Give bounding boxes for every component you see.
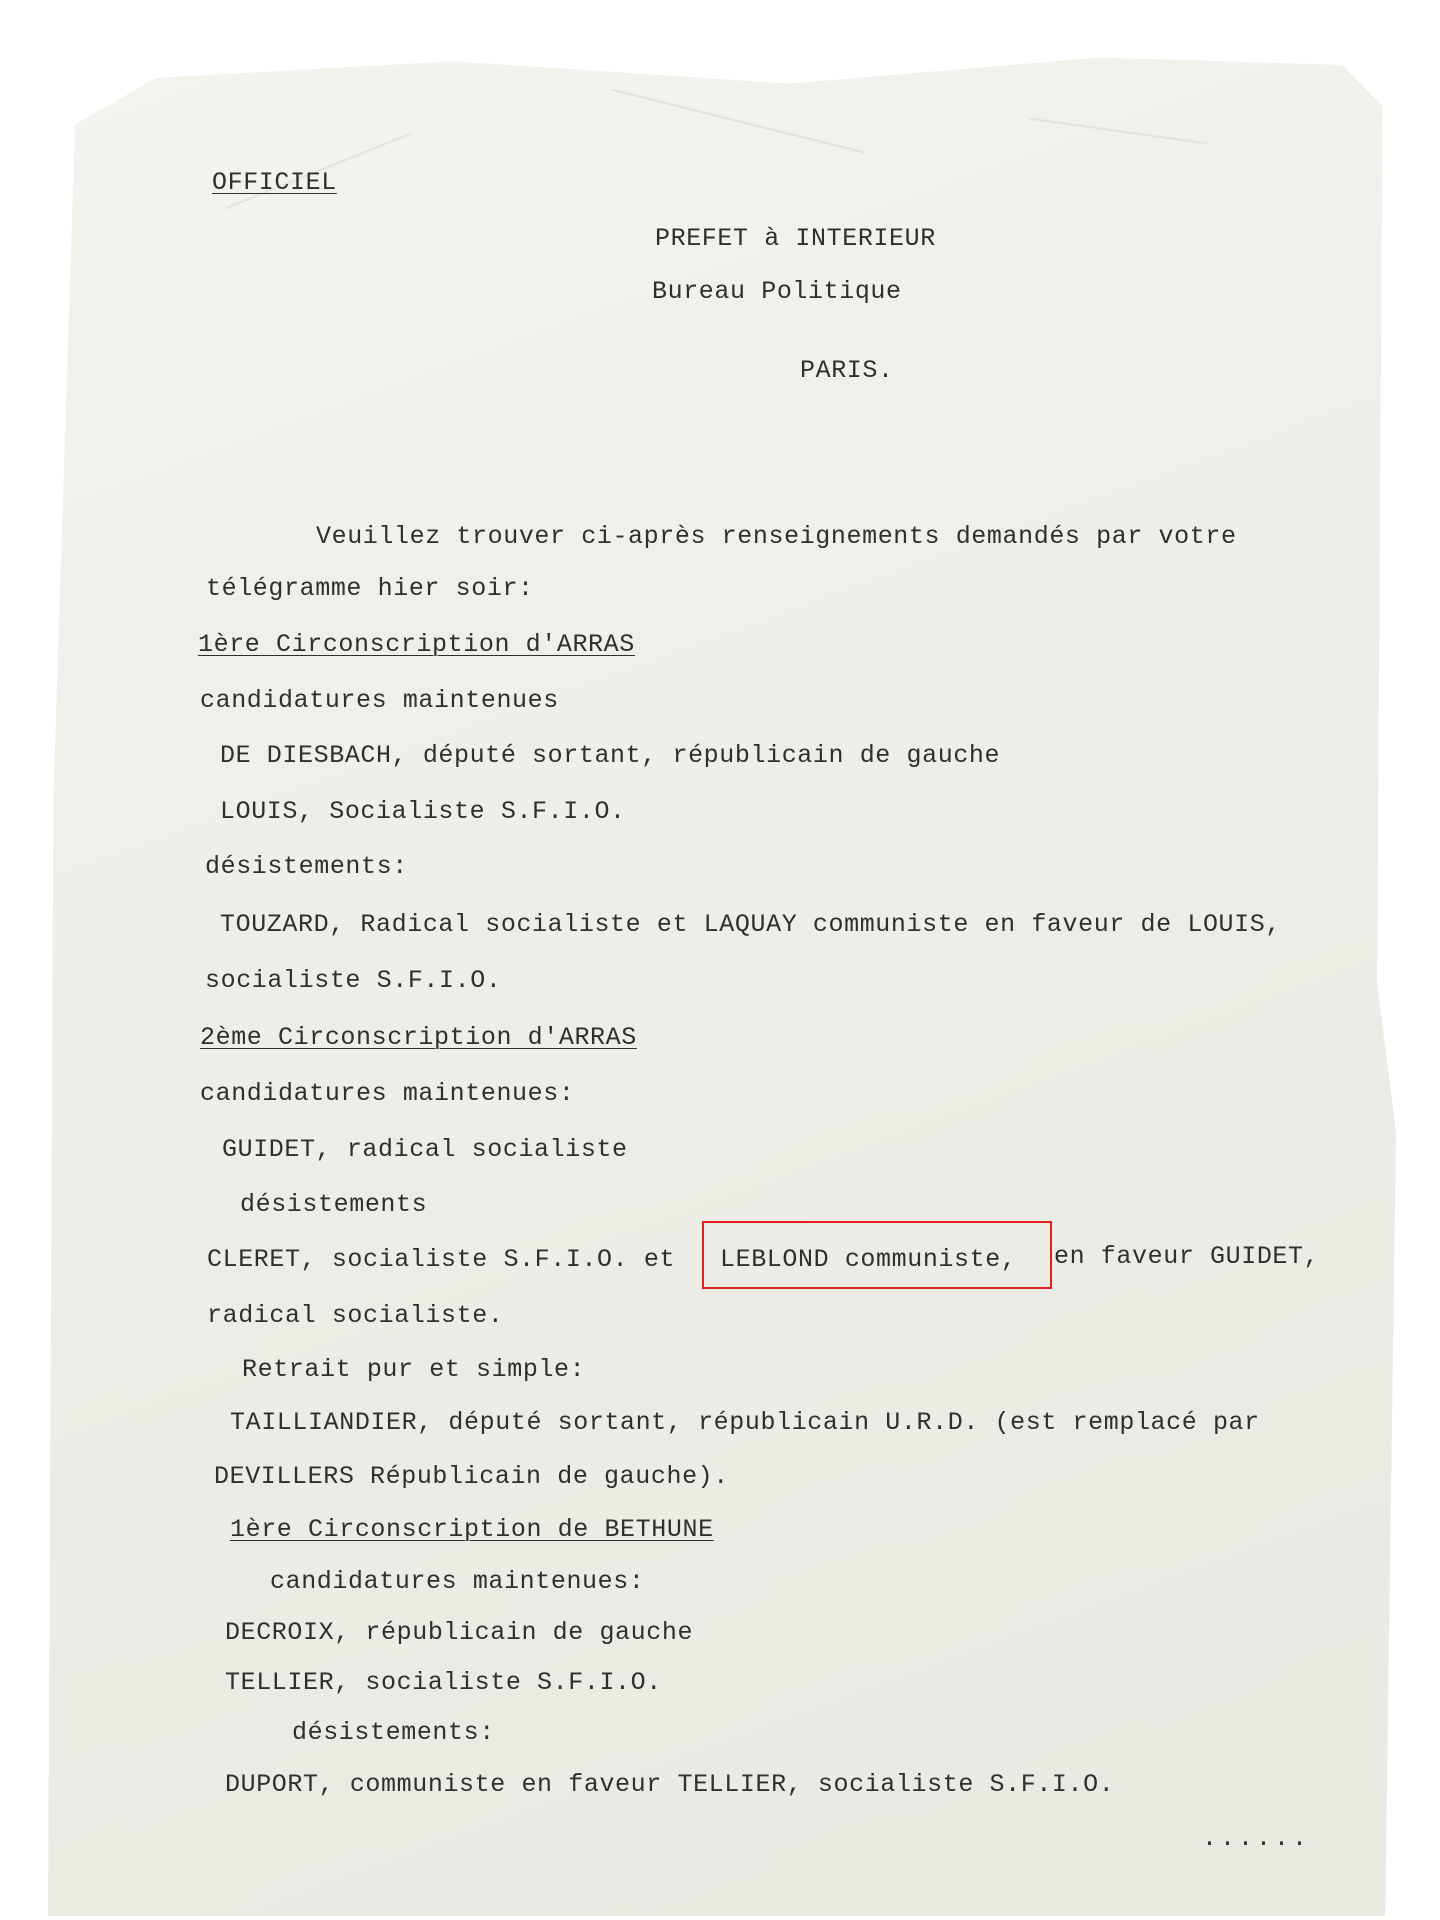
withdrawal-line: radical socialiste.	[207, 1301, 504, 1330]
intro-line: télégramme hier soir:	[206, 574, 534, 603]
subheading: candidatures maintenues:	[270, 1567, 645, 1596]
withdrawal-line: CLERET, socialiste S.F.I.O. et	[207, 1245, 676, 1274]
recipient: PREFET à INTERIEUR	[655, 224, 936, 253]
withdrawal-line: TOUZARD, Radical socialiste et LAQUAY communiste en faveur de LOUIS,	[220, 910, 1281, 939]
paper-crease	[612, 89, 865, 154]
city: PARIS.	[800, 356, 894, 385]
section-heading: 2ème Circonscription d'ARRAS	[200, 1023, 637, 1052]
subheading: Retrait pur et simple:	[242, 1355, 586, 1384]
intro-line: Veuillez trouver ci-après renseignements demandés par votre	[316, 522, 1237, 551]
candidate: GUIDET, radical socialiste	[222, 1135, 628, 1164]
annotation-box	[702, 1221, 1052, 1289]
subheading: désistements	[240, 1190, 428, 1219]
candidate: DE DIESBACH, député sortant, républicain de gauche	[220, 741, 1001, 770]
retreat-line: DEVILLERS Républicain de gauche).	[214, 1462, 729, 1491]
highlighted-text: LEBLOND communiste,	[720, 1245, 1017, 1274]
continuation-dots: ......	[1202, 1824, 1311, 1853]
department: Bureau Politique	[652, 277, 902, 306]
subheading: candidatures maintenues	[200, 686, 559, 715]
paper-crease	[1029, 117, 1208, 144]
section-heading: 1ère Circonscription d'ARRAS	[198, 630, 635, 659]
subheading: candidatures maintenues:	[200, 1079, 575, 1108]
withdrawal-line: DUPORT, communiste en faveur TELLIER, socialiste S.F.I.O.	[225, 1770, 1115, 1799]
candidate: TELLIER, socialiste S.F.I.O.	[225, 1668, 662, 1697]
candidate: DECROIX, républicain de gauche	[225, 1618, 694, 1647]
section-heading: 1ère Circonscription de BETHUNE	[230, 1515, 714, 1544]
candidate: LOUIS, Socialiste S.F.I.O.	[220, 797, 626, 826]
official-stamp: OFFICIEL	[212, 168, 337, 197]
withdrawal-line: socialiste S.F.I.O.	[205, 966, 502, 995]
subheading: désistements:	[292, 1718, 495, 1747]
subheading: désistements:	[205, 852, 408, 881]
withdrawal-line: en faveur GUIDET,	[1054, 1242, 1320, 1271]
retreat-line: TAILLIANDIER, député sortant, républicain U.R.D. (est remplacé par	[230, 1408, 1260, 1437]
